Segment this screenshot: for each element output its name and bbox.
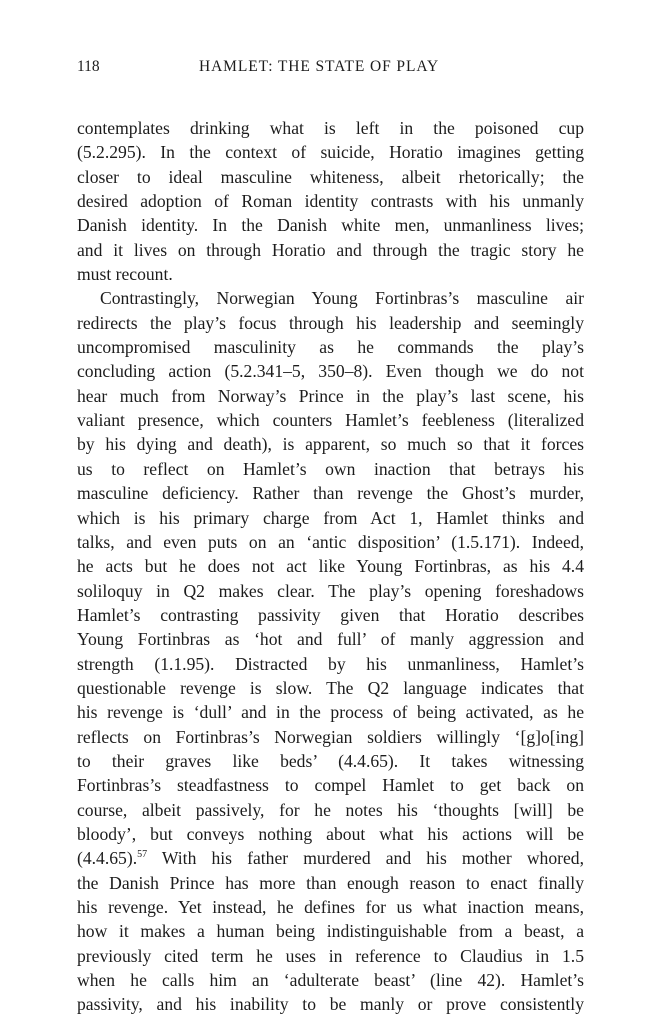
text-line <box>77 384 584 408</box>
text-line <box>77 725 584 749</box>
line-text: us to reflect on Hamlet’s own inaction that betrays his <box>77 458 584 479</box>
text-line <box>77 700 584 724</box>
text-line <box>77 652 584 676</box>
line-text: must recount. <box>77 264 173 285</box>
text-line <box>77 116 584 140</box>
text-line <box>77 676 584 700</box>
line-text: the Danish Prince has more than enough reason to enact finally <box>77 872 584 893</box>
text-line <box>77 919 584 943</box>
text-line <box>77 189 584 213</box>
text-line <box>77 335 584 359</box>
line-text: Hamlet’s contrasting passivity given that Horatio describes <box>77 604 584 625</box>
body-text <box>77 116 584 1017</box>
text-line <box>77 895 584 919</box>
line-text: Contrastingly, Norwegian Young Fortinbras’s masculine air <box>100 288 584 309</box>
line-text: uncompromised masculinity as he commands the play’s <box>77 337 584 358</box>
line-text: valiant presence, which counters Hamlet’s feebleness (literalized <box>77 410 584 431</box>
text-line <box>77 749 584 773</box>
text-line <box>77 968 584 992</box>
paragraph <box>77 286 584 1016</box>
page-header <box>77 58 584 78</box>
line-text: Danish identity. In the Danish white men, unmanliness lives; <box>77 215 584 236</box>
text-line <box>77 944 584 968</box>
line-text: (4.4.65). <box>77 848 138 869</box>
text-line <box>77 603 584 627</box>
text-line <box>77 432 584 456</box>
text-line <box>77 213 584 237</box>
text-line <box>77 773 584 797</box>
paragraph <box>77 116 584 286</box>
line-text: his revenge. Yet instead, he defines for us what inaction means, <box>77 897 584 917</box>
text-line <box>77 798 584 822</box>
text-line <box>77 530 584 554</box>
running-head: HAMLET: THE STATE OF PLAY <box>199 58 440 75</box>
text-line <box>77 359 584 383</box>
line-text: which is his primary charge from Act 1, Hamlet thinks and <box>77 507 584 528</box>
text-line <box>77 506 584 530</box>
text-line <box>77 627 584 651</box>
line-text: redirects the play’s focus through his leadership and seemingly <box>77 312 584 333</box>
line-text: desired adoption of Roman identity contrasts with his unmanly <box>77 191 584 212</box>
line-text: soliloquy in Q2 makes clear. The play’s opening foreshadows <box>77 580 584 601</box>
text-line <box>77 554 584 578</box>
line-text: Young Fortinbras as ‘hot and full’ of manly aggression and <box>77 629 584 650</box>
line-text: closer to ideal masculine whiteness, albeit rhetorically; the <box>77 166 584 187</box>
line-text: Fortinbras’s steadfastness to compel Hamlet to get back on <box>77 775 584 796</box>
line-text: (5.2.295). In the context of suicide, Horatio imagines getting <box>77 142 584 163</box>
text-line <box>77 846 584 870</box>
text-line <box>77 481 584 505</box>
text-line <box>77 457 584 481</box>
page-number: 118 <box>77 58 100 75</box>
line-text: previously cited term he uses in reference to Claudius in 1.5 <box>77 945 584 966</box>
line-text: he acts but he does not act like Young Fortinbras, as his 4.4 <box>77 556 584 577</box>
line-text: passivity, and his inability to be manly or prove consistently <box>77 994 584 1015</box>
line-text: to their graves like beds’ (4.4.65). It takes witnessing <box>77 750 584 771</box>
text-line <box>77 408 584 432</box>
line-text: questionable revenge is slow. The Q2 language indicates that <box>77 677 584 698</box>
text-line <box>77 262 584 286</box>
line-text: concluding action (5.2.341–5, 350–8). Even though we do not <box>77 361 584 382</box>
line-text: how it makes a human being indistinguishable from a beast, a <box>77 921 584 942</box>
line-text: talks, and even puts on an ‘antic disposition’ (1.5.171). Indeed, <box>77 531 584 552</box>
line-text: masculine deficiency. Rather than revenge the Ghost’s murder, <box>77 483 584 504</box>
line-text: by his dying and death), is apparent, so much so that it forces <box>77 434 584 455</box>
line-text: when he calls him an ‘adulterate beast’ (line 42). Hamlet’s <box>77 970 584 991</box>
text-line <box>77 822 584 846</box>
line-text: course, albeit passively, for he notes his ‘thoughts [will] be <box>77 799 584 820</box>
line-text: and it lives on through Horatio and through the tragic story he <box>77 239 584 260</box>
line-text: bloody’, but conveys nothing about what his actions will be <box>77 823 584 844</box>
line-text-after-footnote: With his father murdered and his mother whored, <box>147 848 584 869</box>
text-line <box>77 140 584 164</box>
line-text: strength (1.1.95). Distracted by his unmanliness, Hamlet’s <box>77 653 584 674</box>
text-line <box>77 165 584 189</box>
text-line <box>77 579 584 603</box>
footnote-marker[interactable]: 57 <box>137 849 148 861</box>
line-text: hear much from Norway’s Prince in the play’s last scene, his <box>77 385 584 406</box>
line-text: reflects on Fortinbras’s Norwegian soldiers willingly ‘[g]o[ing] <box>77 726 584 747</box>
text-line <box>77 238 584 262</box>
line-text: his revenge is ‘dull’ and in the process of being activated, as he <box>77 702 584 723</box>
line-text: contemplates drinking what is left in the poisoned cup <box>77 118 584 138</box>
text-line <box>77 311 584 335</box>
text-line <box>77 871 584 895</box>
text-line <box>77 286 584 310</box>
text-line <box>77 992 584 1016</box>
